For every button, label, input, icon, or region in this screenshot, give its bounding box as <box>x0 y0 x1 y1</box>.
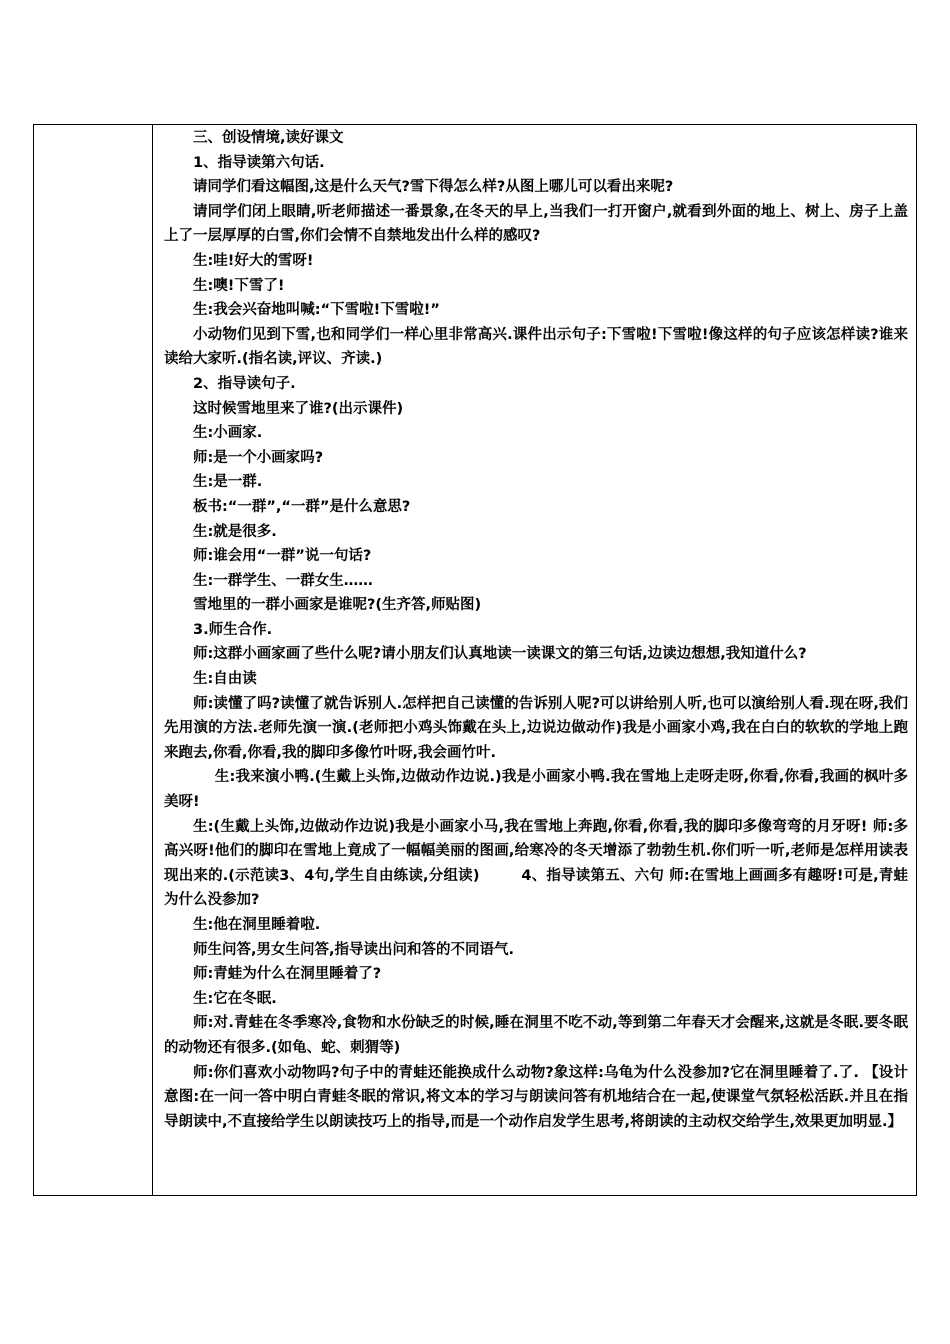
paragraph: 生:我来演小鸭.(生戴上头饰,边做动作边说.)我是小画家小鸭.我在雪地上走呀走呀,你看,你看,我画的枫叶多美呀! <box>164 769 908 811</box>
paragraph: 师:谁会用“一群”说一句话? <box>193 548 372 565</box>
paragraph: 生:噢!下雪了! <box>193 277 285 294</box>
paragraph: 生:小画家. <box>193 425 263 442</box>
subsection-heading: 2、指导读句子. <box>193 375 296 392</box>
section-heading: 三、创设情境,读好课文 <box>193 130 344 146</box>
paragraph: 请同学们看这幅图,这是什么天气?雪下得怎么样?从图上哪儿可以看出来呢? <box>193 179 674 196</box>
paragraph: 师:你们喜欢小动物吗?句子中的青蛙还能换成什么动物?象这样:乌龟为什么没参加?它在洞里睡着了.了. 【设计意图:在一问一答中明白青蛙冬眠的常识,将文本的学习与朗读问答有机地结合在一起,使课堂气氛轻松活跃.并且在指导朗读中,不直接给学生以朗读技巧上的指导,而是一个动作启发学生思考,将朗读的主动权交给学生,效果更加明显.】 <box>164 1064 908 1130</box>
lesson-content <box>164 126 908 1134</box>
paragraph: 生:(生戴上头饰,边做动作边说)我是小画家小马,我在雪地上奔跑,你看,你看,我的脚印多像弯弯的月牙呀! 师:多高兴呀!他们的脚印在雪地上竟成了一幅幅美丽的图画,给寒冷的冬天增添了勃勃生机.你们听一听,老师是怎样用读表现出来的.(示范读3、4句,学生自由练读,分组读) 4、指导读第五、六句 师:在雪地上画画多有趣呀!可是,青蛙为什么没参加? <box>164 818 908 909</box>
paragraph: 师:这群小画家画了些什么呢?请小朋友们认真地读一读课文的第三句话,边读边想想,我知道什么? <box>193 646 807 663</box>
paragraph: 板书:“一群”,“一群”是什么意思? <box>193 498 411 515</box>
paragraph: 生:我会兴奋地叫喊:“下雪啦!下雪啦!” <box>193 302 440 319</box>
paragraph: 师:对.青蛙在冬季寒冷,食物和水份缺乏的时候,睡在洞里不吃不动,等到第二年春天才会醒来,这就是冬眠.要冬眠的动物还有很多.(如龟、蛇、刺猬等) <box>164 1015 908 1056</box>
paragraph: 师:读懂了吗?读懂了就告诉别人.怎样把自己读懂的告诉别人呢?可以讲给别人听,也可以演给别人看.现在呀,我们先用演的方法.老师先演一演.(老师把小鸡头饰戴在头上,边说边做动作)我是小画家小鸡,我在白白的软软的学地上跑来跑去,你看,你看,我的脚印多像竹叶呀,我会画竹叶. <box>164 695 908 761</box>
paragraph: 生:它在冬眠. <box>193 990 277 1007</box>
paragraph: 生:自由读 <box>193 671 257 688</box>
paragraph: 生:就是很多. <box>193 523 277 540</box>
subsection-heading: 1、指导读第六句话. <box>193 154 325 171</box>
subsection-heading: 3.师生合作. <box>193 621 273 638</box>
table-column-divider <box>152 124 153 1196</box>
paragraph: 师:青蛙为什么在洞里睡着了? <box>193 966 382 983</box>
paragraph: 师生问答,男女生问答,指导读出问和答的不同语气. <box>193 941 515 958</box>
paragraph: 生:他在洞里睡着啦. <box>193 917 321 933</box>
table-left-cell <box>34 125 151 1195</box>
paragraph: 师:是一个小画家吗? <box>193 449 324 466</box>
paragraph: 生:一群学生、一群女生…… <box>193 572 373 589</box>
paragraph: 小动物们见到下雪,也和同学们一样心里非常高兴.课件出示句子:下雪啦!下雪啦!像这样的句子应该怎样读?谁来读给大家听.(指名读,评议、齐读.) <box>164 326 908 368</box>
paragraph: 生:哇!好大的雪呀! <box>193 252 314 269</box>
paragraph: 雪地里的一群小画家是谁呢?(生齐答,师贴图) <box>193 597 482 614</box>
paragraph: 生:是一群. <box>193 474 263 491</box>
paragraph: 这时候雪地里来了谁?(出示课件) <box>193 400 404 417</box>
paragraph: 请同学们闭上眼睛,听老师描述一番景象,在冬天的早上,当我们一打开窗户,就看到外面的地上、树上、房子上盖上了一层厚厚的白雪,你们会情不自禁地发出什么样的感叹? <box>164 203 908 245</box>
